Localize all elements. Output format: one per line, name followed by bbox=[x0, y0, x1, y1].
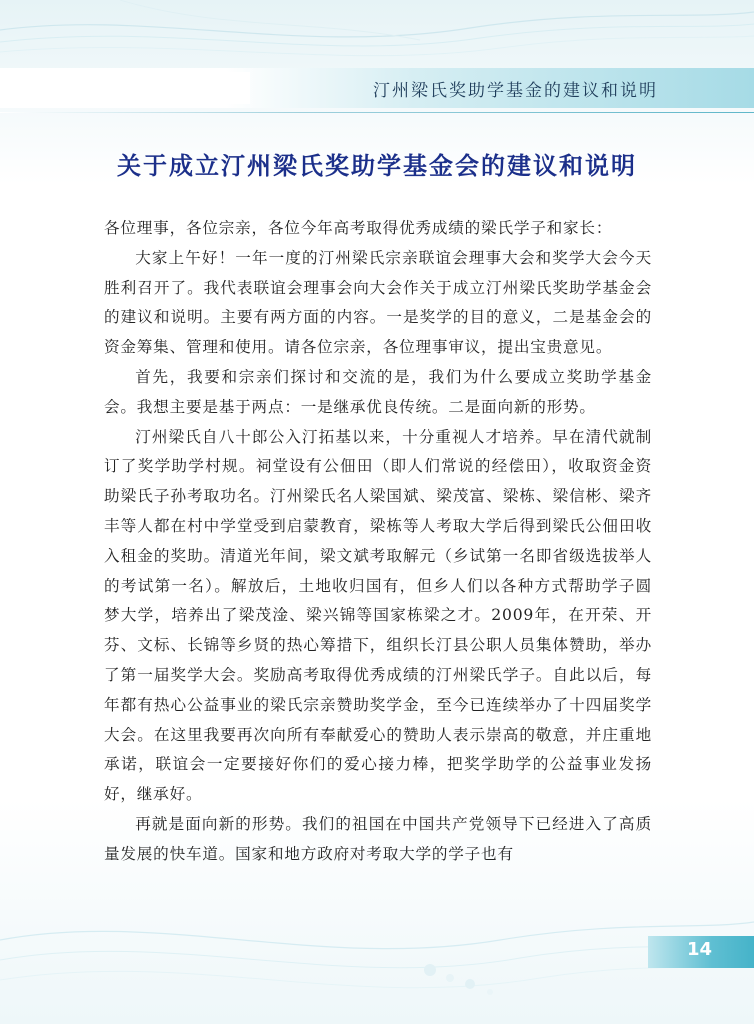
article-title: 关于成立汀州梁氏奖助学基金会的建议和说明 bbox=[117, 151, 637, 180]
running-header-title: 汀州梁氏奖助学基金的建议和说明 bbox=[373, 81, 658, 101]
header-left-panel bbox=[0, 72, 250, 104]
paragraph: 再就是面向新的形势。我们的祖国在中国共产党领导下已经进入了高质量发展的快车道。国家和地方政府对考取大学的学子也有 bbox=[104, 814, 652, 863]
article-body bbox=[104, 214, 652, 870]
paragraph: 汀州梁氏自八十郎公入汀拓基以来，十分重视人才培养。早在清代就制订了奖学助学村规。祠堂设有公佃田（即人们常说的经偿田），收取资金资助梁氏子孙考取功名。汀州梁氏名人梁国斌、梁茂富、梁栋、梁信彬、梁齐丰等人都在村中学堂受到启蒙教育，梁栋等人考取大学后得到梁氏公佃田收入租金的奖助。清道光年间，梁文斌考取解元（乡试第一名即省级选拔举人的考试第一名）。解放后，土地收归国有，但乡人们以各种方式帮助学子圆梦大学，培养出了梁茂淦、梁兴锦等国家栋梁之才。2009年，在开荣、开芬、文标、长锦等乡贤的热心筹措下，组织长汀县公职人员集体赞助，举办了第一届奖学大会。奖励高考取得优秀成绩的汀州梁氏学子。自此以后，每年都有热心公益事业的梁氏宗亲赞助奖学金，至今已连续举办了十四届奖学大会。在这里我要再次向所有奉献爱心的赞助人表示崇高的敬意，并庄重地承诺，联谊会一定要接好你们的爱心接力棒，把奖学助学的公益事业发扬好，继承好。 bbox=[104, 427, 652, 804]
paragraph-salutation: 各位理事，各位宗亲，各位今年高考取得优秀成绩的梁氏学子和家长： bbox=[104, 219, 613, 237]
page-number: 14 bbox=[686, 939, 712, 960]
paragraph: 大家上午好！一年一度的汀州梁氏宗亲联谊会理事大会和奖学大会今天胜利召开了。我代表联谊会理事会向大会作关于成立汀州梁氏奖助学基金会的建议和说明。主要有两方面的内容。一是奖学的目的意义，二是基金会的资金筹集、管理和使用。请各位宗亲，各位理事审议，提出宝贵意见。 bbox=[104, 248, 652, 357]
header-divider bbox=[0, 112, 754, 113]
paragraph: 首先，我要和宗亲们探讨和交流的是，我们为什么要成立奖助学基金会。我想主要是基于两点：一是继承优良传统。二是面向新的形势。 bbox=[104, 367, 652, 416]
decorative-wave-bottom bbox=[0, 900, 754, 1024]
